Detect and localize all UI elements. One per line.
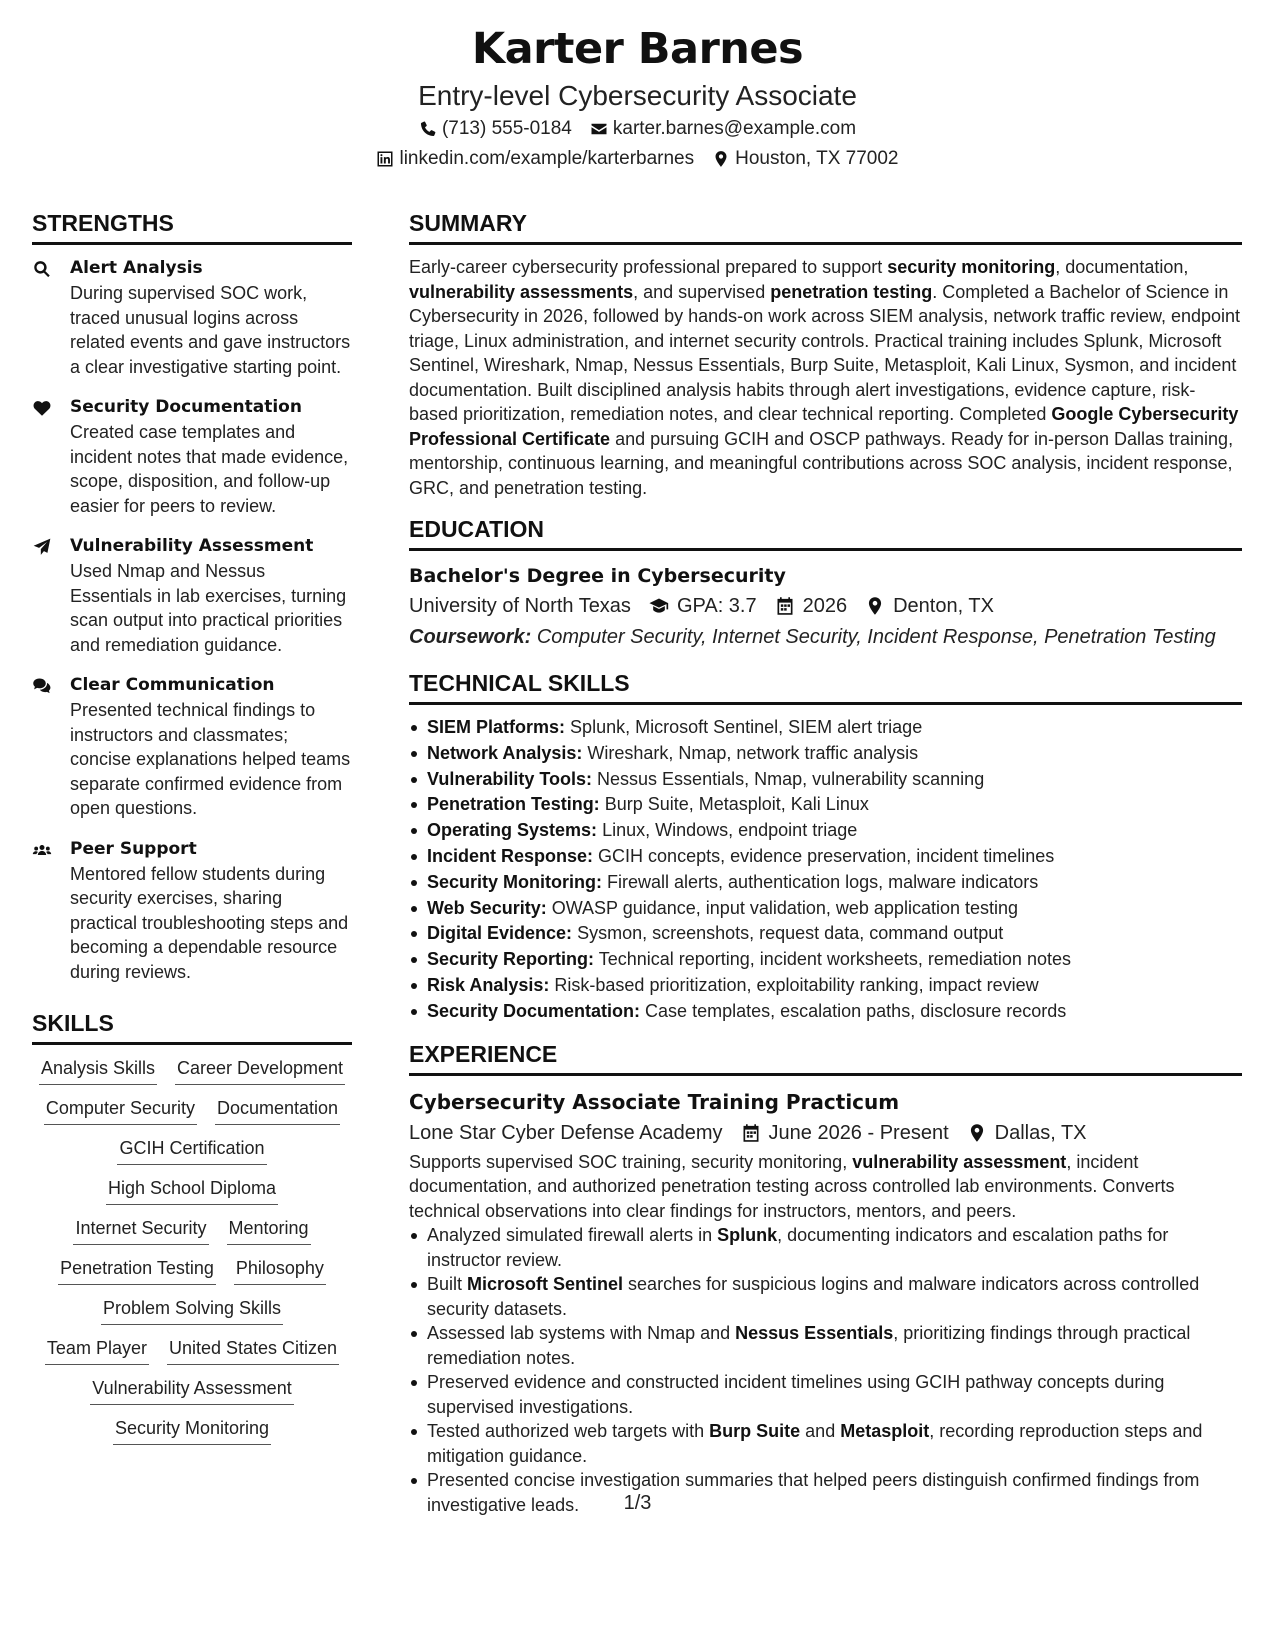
skill-tag: Philosophy	[234, 1255, 326, 1285]
linkedin-url[interactable]: linkedin.com/example/karterbarnes	[399, 148, 695, 169]
job-meta	[409, 1118, 1242, 1148]
education-meta	[409, 591, 1242, 621]
strength-title: Security Documentation	[70, 397, 302, 417]
skill-tag: High School Diploma	[106, 1175, 278, 1205]
contact-row-2	[0, 144, 1275, 174]
location-text: Houston, TX 77002	[735, 148, 899, 169]
skill-tag: Security Monitoring	[113, 1415, 271, 1445]
coursework-line: Coursework: Computer Security, Internet Security, Incident Response, Penetration Testing	[409, 626, 1216, 648]
skills-tag-list	[32, 1055, 352, 1445]
skill-tag: GCIH Certification	[117, 1135, 266, 1165]
strength-item	[32, 394, 352, 518]
resume-header	[0, 22, 1275, 174]
job-title: Cybersecurity Associate Training Practicum	[409, 1089, 900, 1114]
strength-title: Clear Communication	[70, 675, 275, 695]
left-column	[32, 208, 352, 1445]
list-item: Operating Systems: Linux, Windows, endpoint triage	[409, 818, 1242, 844]
search-icon	[32, 259, 52, 279]
strength-item	[32, 672, 352, 821]
strength-title: Vulnerability Assessment	[70, 536, 314, 556]
email-address[interactable]: karter.barnes@example.com	[612, 118, 857, 139]
list-item: Incident Response: GCIH concepts, evidence preservation, incident timelines	[409, 844, 1242, 870]
map-marker-icon	[712, 150, 730, 168]
strength-desc: Presented technical findings to instructors and classmates; concise explanations helped teams separate confirmed evidence from open questions.	[70, 700, 351, 818]
map-marker-icon	[865, 596, 885, 616]
phone-number: (713) 555-0184	[441, 118, 572, 139]
candidate-name: Karter Barnes	[471, 24, 804, 74]
location-contact	[712, 144, 898, 174]
gpa-value: GPA: 3.7	[676, 595, 757, 617]
strength-desc: Mentored fellow students during security exercises, sharing practical troubleshooting steps and becoming a dependable resource during reviews.	[70, 863, 349, 982]
strength-item	[32, 533, 352, 657]
list-item: Network Analysis: Wireshark, Nmap, network traffic analysis	[409, 741, 1242, 767]
strength-title: Peer Support	[70, 838, 197, 859]
summary-heading: SUMMARY	[409, 208, 1242, 245]
skill-tag: Mentoring	[227, 1215, 311, 1245]
graduation-year: 2026	[802, 595, 848, 617]
candidate-title: Entry-level Cybersecurity Associate	[418, 80, 857, 111]
list-item: Tested authorized web targets with Burp Suite and Metasploit, recording reproduction steps and mitigation guidance.	[409, 1419, 1242, 1468]
skill-tag: Vulnerability Assessment	[90, 1375, 293, 1405]
map-marker-icon	[967, 1123, 987, 1143]
skill-tag: Problem Solving Skills	[101, 1295, 283, 1325]
skill-tag: Analysis Skills	[39, 1055, 157, 1085]
graduation-cap-icon	[649, 596, 669, 616]
list-item: Assessed lab systems with Nmap and Nessus Essentials, prioritizing findings through practical remediation notes.	[409, 1321, 1242, 1370]
list-item: Security Monitoring: Firewall alerts, authentication logs, malware indicators	[409, 870, 1242, 896]
strength-desc: Used Nmap and Nessus Essentials in lab exercises, turning scan output into practical priorities and remediation guidance.	[70, 561, 347, 655]
linkedin-contact[interactable]	[376, 144, 694, 174]
list-item: Analyzed simulated firewall alerts in Splunk, documenting indicators and escalation paths for instructor review.	[409, 1223, 1242, 1272]
strength-desc: During supervised SOC work, traced unusual logins across related events and gave instructors a clear investigative starting point.	[70, 283, 351, 377]
technical-skills-heading: TECHNICAL SKILLS	[409, 668, 1242, 705]
skill-tag: Computer Security	[44, 1095, 197, 1125]
skills-heading: SKILLS	[32, 1008, 352, 1045]
skill-tag: Career Development	[175, 1055, 345, 1085]
strength-item	[32, 255, 352, 379]
contact-row-1	[0, 114, 1275, 144]
list-item: Preserved evidence and constructed incident timelines using GCIH pathway concepts during supervised investigations.	[409, 1370, 1242, 1419]
comments-icon	[32, 676, 52, 696]
phone-icon	[419, 120, 437, 138]
summary-paragraph: Early-career cybersecurity professional prepared to support security monitoring, documentation, vulnerability assessments, and supervised penetration testing. Completed a Bachelor of Science in Cybersecurity in 2026, followed by hands-on work across SIEM analysis, network traffic review, endpoint triage, Linux administration, and internet security controls. Practical training includes Splunk, Microsoft Sentinel, Wireshark, Nmap, Nessus Essentials, Burp Suite, Metasploit, Kali Linux, Sysmon, and incident documentation. Built disciplined analysis habits through alert investigations, evidence capture, risk-based prioritization, remediation notes, and clear technical reporting. Completed Google Cybersecurity Professional Certificate and pursuing GCIH and OSCP pathways. Ready for in-person Dallas training, mentorship, continuous learning, and meaningful contributions across SOC analysis, incident response, GRC, and penetration testing.	[409, 257, 1241, 498]
list-item: Built Microsoft Sentinel searches for suspicious logins and malware indicators across controlled security datasets.	[409, 1272, 1242, 1321]
calendar-icon	[775, 596, 795, 616]
job-intro: Supports supervised SOC training, security monitoring, vulnerability assessment, incident documentation, and authorized penetration testing across controlled lab environments. Converts technical observations into clear findings for instructors, mentors, and peers.	[409, 1151, 1175, 1221]
skill-tag: Penetration Testing	[58, 1255, 216, 1285]
users-icon	[32, 840, 52, 860]
job-location: Dallas, TX	[994, 1121, 1087, 1144]
strength-desc: Created case templates and incident notes that made evidence, scope, disposition, and follow-up easier for peers to review.	[70, 422, 349, 516]
list-item: SIEM Platforms: Splunk, Microsoft Sentinel, SIEM alert triage	[409, 715, 1242, 741]
list-item: Presented concise investigation summaries that helped peers distinguish confirmed findings from investigative leads.	[409, 1468, 1242, 1517]
list-item: Security Documentation: Case templates, escalation paths, disclosure records	[409, 999, 1242, 1025]
strength-title: Alert Analysis	[70, 258, 203, 278]
heart-icon	[32, 398, 52, 418]
list-item: Vulnerability Tools: Nessus Essentials, Nmap, vulnerability scanning	[409, 767, 1242, 793]
paper-plane-icon	[32, 537, 52, 557]
technical-skills-list	[409, 715, 1242, 1025]
school-location: Denton, TX	[893, 595, 994, 617]
page-indicator: 1/3	[623, 1492, 652, 1514]
skill-tag: Team Player	[45, 1335, 149, 1365]
job-bullets	[409, 1223, 1242, 1517]
right-column	[409, 208, 1242, 1517]
job-dates: June 2026 - Present	[768, 1121, 949, 1144]
email-contact[interactable]	[590, 114, 856, 144]
strengths-heading: STRENGTHS	[32, 208, 352, 245]
phone-contact	[419, 114, 572, 144]
linkedin-icon	[376, 150, 394, 168]
experience-heading: EXPERIENCE	[409, 1039, 1242, 1076]
skill-tag: Documentation	[215, 1095, 340, 1125]
list-item: Penetration Testing: Burp Suite, Metasploit, Kali Linux	[409, 792, 1242, 818]
school-name: University of North Texas	[409, 595, 631, 617]
envelope-icon	[590, 120, 608, 138]
list-item: Risk Analysis: Risk-based prioritization, exploitability ranking, impact review	[409, 973, 1242, 999]
list-item: Digital Evidence: Sysmon, screenshots, request data, command output	[409, 921, 1242, 947]
skill-tag: United States Citizen	[167, 1335, 339, 1365]
strength-item	[32, 836, 352, 985]
list-item: Security Reporting: Technical reporting, incident worksheets, remediation notes	[409, 947, 1242, 973]
list-item: Web Security: OWASP guidance, input validation, web application testing	[409, 896, 1242, 922]
calendar-icon	[741, 1123, 761, 1143]
skill-tag: Internet Security	[73, 1215, 208, 1245]
organization-name: Lone Star Cyber Defense Academy	[409, 1121, 723, 1144]
education-heading: EDUCATION	[409, 514, 1242, 551]
degree-title: Bachelor's Degree in Cybersecurity	[409, 565, 786, 587]
